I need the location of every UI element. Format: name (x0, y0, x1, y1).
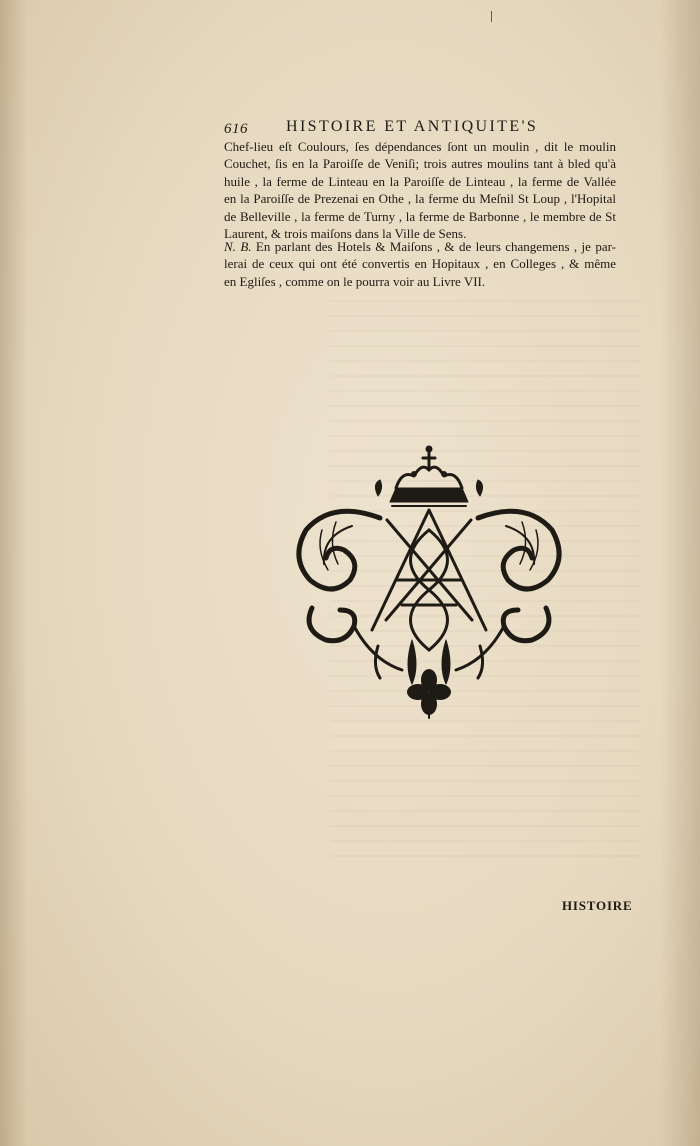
running-title: HISTOIRE ET ANTIQUITE'S (286, 118, 539, 135)
text-line (224, 238, 616, 255)
text-line: Laurent, & trois maiſons dans la Ville de Sens. (224, 226, 467, 242)
text-line: Chef-lieu eſt Coulours, ſes dépendances ſont un moulin , dit le moulin (224, 139, 616, 154)
nota-bene-label: N. B. (224, 239, 252, 254)
page-header (224, 118, 542, 140)
crowned-monogram-ornament (292, 440, 566, 720)
page-number: 616 (224, 121, 248, 137)
catchword: HISTOIRE (562, 898, 633, 913)
text-line: en la Paroiſſe de Prezenai en Othe , la ferme du Meſnil St Loup , l'Hopital (224, 191, 616, 207)
paragraph-estate-description (224, 138, 616, 242)
text-line: Couchet, ſis en la Paroiſſe de Veniſi; trois autres moulins tant à bled qu'à (224, 156, 616, 172)
paragraph-nota-bene (224, 238, 616, 290)
page-gutter-shadow (0, 0, 28, 1146)
text-line: huile , la ferme de Linteau en la Paroiſſe de Linteau , la ferme de Vallée (224, 173, 616, 189)
page-edge-shadow (660, 0, 700, 1146)
nota-bene-text: En parlant des Hotels & Maiſons , & de leurs changemens , je par- (251, 239, 616, 254)
margin-mark (491, 11, 492, 22)
text-line: de Belleville , la ferme de Turny , la ferme de Barbonne , le membre de St (224, 208, 616, 224)
text-line: lerai de ceux qui ont été convertis en Hopitaux , en Colleges , & même (224, 256, 616, 272)
crown-icon (375, 446, 482, 506)
text-line: en Egliſes , comme on le pourra voir au Livre VII. (224, 273, 486, 289)
